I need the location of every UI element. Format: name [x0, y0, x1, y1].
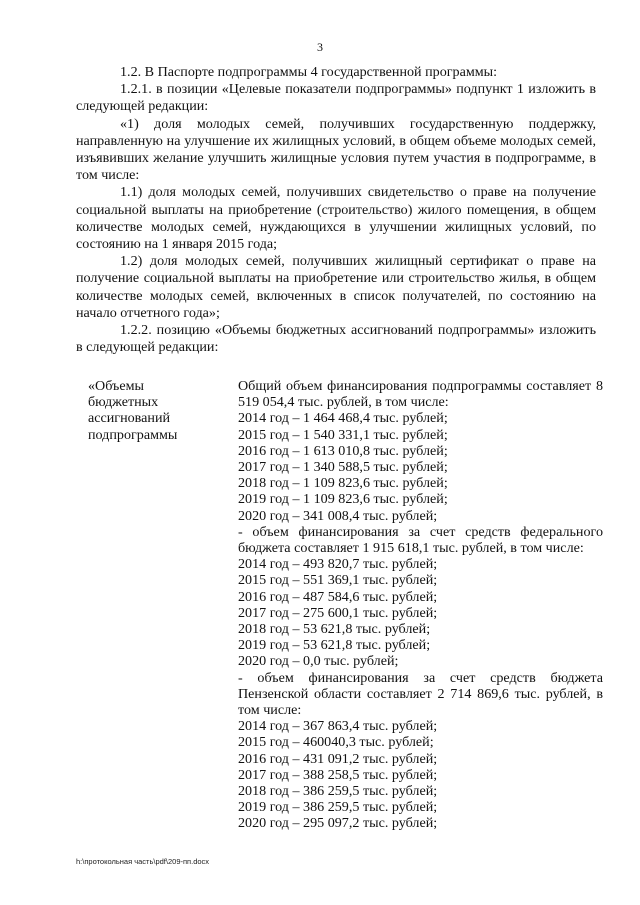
regional-year: 2016 год – 431 091,2 тыс. рублей;: [238, 750, 438, 767]
paragraph: 1.2. В Паспорте подпрограммы 4 государственной программы:: [120, 64, 498, 80]
regional-year: 2014 год – 367 863,4 тыс. рублей;: [238, 718, 438, 735]
paragraph: «1) доля молодых семей, получивших государственную поддержку, направленную на улучшение их жилищных условий, в общем объеме молодых семей, изъявивших желание улучшить жилищные условия путем участия в подпрограмме, в том числе:: [76, 115, 596, 184]
federal-year: 2017 год – 275 600,1 тыс. рублей;: [238, 604, 438, 621]
paragraph: 1.2) доля молодых семей, получивших жилищный сертификат о праве на получение социальной выплаты на приобретение или строительство жилья, в общем количестве молодых семей, включенных в список получателей, по состоянию на начало отчетного года»;: [76, 253, 596, 321]
label-line: ассигнований: [88, 410, 171, 427]
regional-year: 2020 год – 295 097,2 тыс. рублей;: [238, 815, 438, 832]
total-year: 2016 год – 1 613 010,8 тыс. рублей;: [238, 442, 448, 459]
paragraph: 1.2.1. в позиции «Целевые показатели подпрограммы» подпункт 1 изложить в следующей редакции:: [76, 81, 596, 115]
regional-year: 2019 год – 386 259,5 тыс. рублей;: [238, 799, 438, 816]
file-path-footer: h:\протокольная часть\pdf\209-пп.docx: [76, 857, 210, 866]
total-year: 2020 год – 341 008,4 тыс. рублей;: [238, 507, 438, 524]
total-year: 2018 год – 1 109 823,6 тыс. рублей;: [238, 475, 448, 492]
regional-intro: - объем финансирования за счет средств бюджета Пензенской области составляет 2 714 869,6 тыс. рублей, в том числе:: [238, 669, 603, 719]
budget-value-cell: [238, 378, 603, 832]
label-line: подпрограммы: [88, 426, 178, 443]
total-intro: Общий объем финансирования подпрограммы составляет 8 519 054,4 тыс. рублей, в том числе:: [238, 378, 603, 411]
federal-year: 2020 год – 0,0 тыс. рублей;: [238, 653, 399, 670]
total-year: 2017 год – 1 340 588,5 тыс. рублей;: [238, 459, 448, 476]
regional-year: 2018 год – 386 259,5 тыс. рублей;: [238, 783, 438, 800]
federal-year: 2016 год – 487 584,6 тыс. рублей;: [238, 588, 438, 605]
federal-year: 2015 год – 551 369,1 тыс. рублей;: [238, 572, 438, 589]
federal-year: 2019 год – 53 621,8 тыс. рублей;: [238, 637, 431, 654]
total-year: 2019 год – 1 109 823,6 тыс. рублей;: [238, 491, 448, 508]
label-line: «Объемы: [88, 378, 144, 394]
federal-year: 2018 год – 53 621,8 тыс. рублей;: [238, 621, 431, 638]
paragraph: 1.2.2. позицию «Объемы бюджетных ассигнований подпрограммы» изложить в следующей редакции:: [76, 322, 596, 356]
total-year: 2015 год – 1 540 331,1 тыс. рублей;: [238, 426, 448, 443]
paragraph: 1.1) доля молодых семей, получивших свидетельство о праве на получение социальной выплаты на приобретение (строительство) жилого помещения, в общем количестве молодых семей, нуждающихся в улучшении жилищных условий, по состоянию на 1 января 2015 года;: [76, 184, 596, 253]
budget-table: [88, 378, 603, 832]
total-year: 2014 год – 1 464 468,4 тыс. рублей;: [238, 410, 448, 427]
label-line: бюджетных: [88, 394, 159, 411]
federal-intro: - объем финансирования за счет средств федерального бюджета составляет 1 915 618,1 тыс. рублей, в том числе:: [238, 523, 603, 557]
budget-label-cell: [88, 378, 238, 832]
regional-year: 2017 год – 388 258,5 тыс. рублей;: [238, 766, 438, 783]
document-body: [76, 64, 596, 356]
page-number: 3: [317, 40, 323, 54]
federal-year: 2014 год – 493 820,7 тыс. рублей;: [238, 556, 438, 573]
regional-year: 2015 год – 460040,3 тыс. рублей;: [238, 734, 434, 751]
